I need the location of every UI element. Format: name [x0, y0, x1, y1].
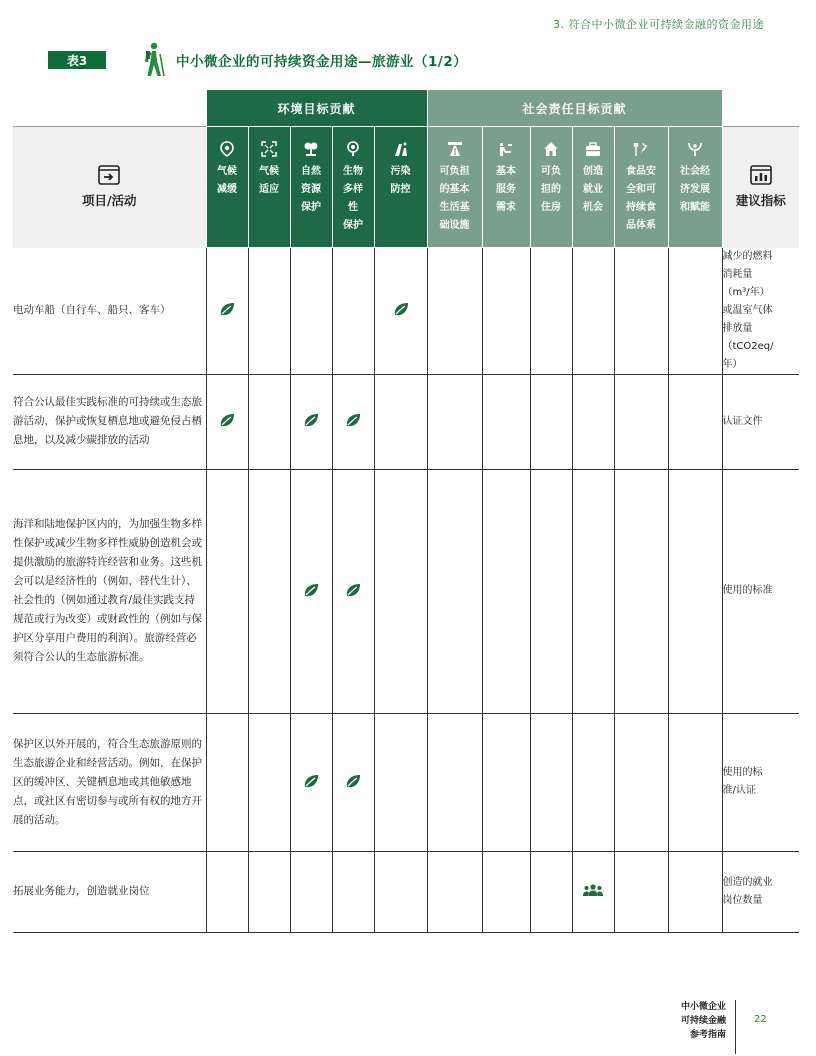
col-label: 自然 资源 保护: [301, 166, 321, 213]
contribution-cell: [668, 469, 722, 713]
col-label: 气候 适应: [259, 166, 279, 195]
table-row: [13, 374, 799, 469]
col-natural-resources: [290, 127, 332, 248]
env-group-header: 环境目标贡献: [206, 90, 427, 127]
contribution-cell: [290, 248, 332, 375]
table-row: [13, 469, 799, 713]
housing-icon: [543, 141, 559, 157]
indicator-column-header: [722, 127, 799, 248]
contribution-cell: [290, 851, 332, 932]
contribution-cell: [530, 469, 572, 713]
indicator-cell: [722, 469, 799, 713]
indicator-line: （m³/年）: [722, 286, 770, 298]
contribution-cell: [332, 374, 374, 469]
col-climate-adaptation: [248, 127, 290, 248]
col-climate-mitigation: [206, 127, 248, 248]
contribution-cell: [614, 248, 668, 375]
soc-group-header: 社会责任目标贡献: [427, 90, 722, 127]
contribution-cell: [482, 851, 530, 932]
table-row: [13, 248, 799, 375]
contribution-cell: [248, 248, 290, 375]
contribution-cell: [206, 248, 248, 375]
contribution-cell: [530, 851, 572, 932]
col-label: 气候 减缓: [217, 166, 237, 195]
contribution-cell: [572, 469, 614, 713]
col-label: 食品安 全和可 持续食 品体系: [626, 166, 656, 231]
table-body: [13, 248, 799, 933]
footer-line: 参考指南: [689, 1030, 726, 1040]
page-number: 22: [754, 1014, 767, 1025]
table-title: 中小微企业的可持续资金用途—旅游业（1/2）: [176, 54, 468, 70]
contribution-cell: [248, 713, 290, 851]
col-label: 可负担 的基本 生活基 础设施: [439, 166, 470, 231]
project-icon: [98, 165, 120, 185]
climate-mitigation-icon: [219, 141, 235, 157]
contribution-cell: [206, 713, 248, 851]
pollution-control-icon: [393, 141, 409, 157]
header-spacer-right: [722, 90, 799, 127]
socioeconomic-icon: [687, 141, 703, 157]
col-label: 基本 服务 需求: [496, 166, 516, 213]
contribution-cell: [668, 374, 722, 469]
indicator-line: 使用的标: [722, 767, 763, 778]
footer-divider: [735, 1000, 736, 1054]
leaf-icon: [393, 301, 409, 320]
contribution-cell: [374, 713, 427, 851]
contribution-cell: [332, 469, 374, 713]
leaf-icon: [303, 773, 319, 792]
indicator-cell: [722, 374, 799, 469]
contribution-cell: [482, 469, 530, 713]
contribution-cell: [614, 851, 668, 932]
footer-title: [672, 1000, 726, 1042]
contribution-cell: [614, 713, 668, 851]
indicator-cell: [722, 851, 799, 932]
funding-uses-table: [13, 89, 799, 933]
contribution-cell: [668, 713, 722, 851]
contribution-cell: [206, 851, 248, 932]
hiker-icon: [140, 42, 166, 78]
contribution-cell: [427, 851, 482, 932]
indicator-line: 使用的标准: [722, 585, 773, 596]
indicator-cell: [722, 248, 799, 375]
contribution-cell: [290, 469, 332, 713]
project-header-label: 项目/活动: [81, 193, 137, 209]
leaf-icon: [345, 582, 361, 601]
contribution-cell: [572, 374, 614, 469]
indicator-line: 排放量: [722, 322, 753, 334]
indicator-line: 年）: [722, 358, 743, 370]
chart-icon: [750, 165, 772, 185]
table-row: [13, 851, 799, 932]
col-label: 可负 担的 住房: [541, 166, 561, 213]
project-cell: 拓展业务能力，创造就业岗位: [13, 851, 206, 932]
leaf-icon: [303, 412, 319, 431]
contribution-cell: [482, 713, 530, 851]
contribution-cell: [614, 374, 668, 469]
contribution-cell: [248, 469, 290, 713]
climate-adaptation-icon: [261, 141, 277, 157]
contribution-cell: [427, 248, 482, 375]
contribution-cell: [668, 248, 722, 375]
project-cell: 海洋和陆地保护区内的，为加强生物多样性保护或减少生物多样性威胁创造机会或提供激励的旅游特许经营和业务。这些机会可以是经济性的（例如，替代生计）、社会性的（例如通过教育/最佳实践支持规范或行为改变）或财政性的（例如与保护区分享用户费用的利润）。旅游经营必须符合公认的生态旅游标准。: [13, 469, 206, 713]
biodiversity-icon: [345, 141, 361, 157]
contribution-cell: [290, 374, 332, 469]
contribution-cell: [374, 248, 427, 375]
indicator-cell: [722, 713, 799, 851]
col-housing: [530, 127, 572, 248]
col-label: 社会经 济发展 和赋能: [680, 166, 710, 213]
col-food-security: [614, 127, 668, 248]
leaf-icon: [219, 301, 235, 320]
section-header: 3. 符合中小微企业可持续金融的资金用途: [553, 18, 764, 31]
project-cell: 符合公认最佳实践标准的可持续或生态旅游活动，保护或恢复栖息地或避免侵占栖息地，以及减少碳排放的活动: [13, 374, 206, 469]
project-column-header: [13, 127, 206, 248]
contribution-cell: [427, 713, 482, 851]
col-pollution-control: [374, 127, 427, 248]
indicator-line: 或温室气体: [722, 304, 773, 316]
project-cell: 保护区以外开展的，符合生态旅游原则的生态旅游企业和经营活动。例如，在保护区的缓冲区、关键栖息地或其他敏感地点，或社区有密切参与或所有权的地方开展的活动。: [13, 713, 206, 851]
col-label: 生物 多样 性 保护: [343, 166, 363, 231]
contribution-cell: [248, 851, 290, 932]
indicator-line: 减少的燃料: [722, 250, 773, 262]
indicator-line: （tCO2eq/: [722, 340, 774, 352]
contribution-cell: [332, 851, 374, 932]
table-tag: 表3: [48, 51, 106, 69]
contribution-cell: [482, 374, 530, 469]
contribution-cell: [332, 248, 374, 375]
contribution-cell: [290, 713, 332, 851]
contribution-cell: [482, 248, 530, 375]
footer: [672, 1000, 767, 1042]
table-title-row: [48, 48, 467, 72]
leaf-icon: [219, 412, 235, 431]
project-cell: 电动车船（自行车、船只、客车）: [13, 248, 206, 375]
infrastructure-icon: [447, 141, 463, 157]
contribution-cell: [530, 713, 572, 851]
contribution-cell: [332, 713, 374, 851]
contribution-cell: [206, 469, 248, 713]
leaf-icon: [303, 582, 319, 601]
leaf-icon: [345, 412, 361, 431]
col-basic-services: [482, 127, 530, 248]
col-employment: [572, 127, 614, 248]
indicator-line: 准/认证: [722, 785, 756, 796]
header-spacer: [13, 90, 206, 127]
table-row: [13, 713, 799, 851]
contribution-cell: [668, 851, 722, 932]
contribution-cell: [614, 469, 668, 713]
employment-icon: [585, 141, 601, 157]
indicator-header-label: 建议指标: [735, 193, 786, 209]
contribution-cell: [572, 248, 614, 375]
col-label: 污染 防控: [390, 166, 411, 195]
people-icon: [582, 883, 604, 900]
contribution-cell: [427, 374, 482, 469]
contribution-cell: [374, 374, 427, 469]
natural-resources-icon: [303, 141, 319, 157]
basic-services-icon: [498, 141, 514, 157]
contribution-cell: [374, 851, 427, 932]
col-socioeconomic: [668, 127, 722, 248]
indicator-line: 消耗量: [722, 268, 753, 280]
col-label: 创造 就业 机会: [583, 166, 603, 213]
contribution-cell: [530, 374, 572, 469]
contribution-cell: [374, 469, 427, 713]
footer-line: 中小微企业: [680, 1002, 726, 1012]
contribution-cell: [572, 713, 614, 851]
contribution-cell: [572, 851, 614, 932]
footer-line: 可持续金融: [680, 1016, 726, 1026]
col-biodiversity: [332, 127, 374, 248]
contribution-cell: [427, 469, 482, 713]
contribution-cell: [530, 248, 572, 375]
indicator-line: 岗位数量: [722, 894, 763, 906]
contribution-cell: [248, 374, 290, 469]
contribution-cell: [206, 374, 248, 469]
indicator-line: 认证文件: [722, 415, 763, 427]
indicator-line: 创造的就业: [722, 876, 773, 888]
food-security-icon: [633, 141, 649, 157]
col-infrastructure: [427, 127, 482, 248]
leaf-icon: [345, 773, 361, 792]
